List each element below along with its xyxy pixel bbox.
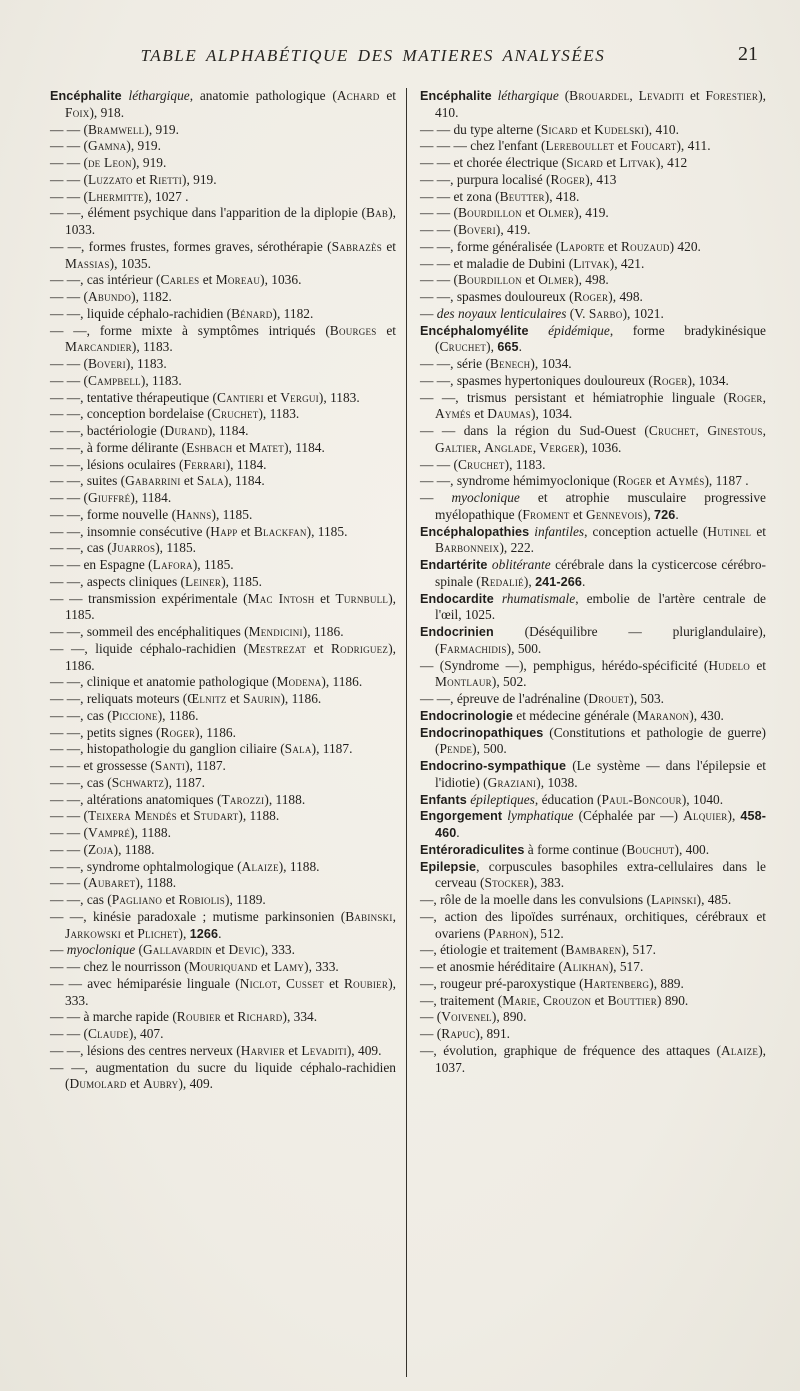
index-entry: — des noyaux lenticulaires (V. Sarbo), 1021.: [420, 305, 664, 321]
author-name: Forestier: [705, 88, 759, 103]
bold-text: Engorgement: [420, 809, 503, 824]
author-name: Cantieri: [216, 389, 264, 405]
index-entry: — (Voivenel), 890.: [420, 1009, 527, 1025]
index-entry: — — (Bramwell), 919.: [50, 121, 179, 137]
bold-text: Endocrino-sympathique: [420, 759, 567, 773]
author-name: Stocker: [484, 875, 530, 891]
index-entry: — — (Boveri), 1183.: [50, 356, 167, 371]
index-entry: — —, épreuve de l'adrénaline (Drouet), 503.: [420, 691, 664, 706]
author-name: Levaditi: [301, 1042, 347, 1058]
author-name: Benech: [489, 356, 531, 371]
author-name: Abundo: [87, 289, 132, 304]
index-entry: — — (Vampré), 1188.: [50, 825, 171, 840]
index-entry: Enfants épileptiques, éducation (Paul-Boncour), 1040.: [420, 791, 724, 807]
author-name: Rodriguez: [331, 640, 389, 656]
index-entry: — —, kinésie paradoxale ; mutisme parkinsonien (Babinski, Jarkowski et Plichet), 1266.: [50, 908, 396, 941]
author-name: Crouzon: [543, 992, 592, 1008]
author-name: Aubry: [143, 1076, 179, 1092]
index-entry: — — (Lhermitte), 1027 .: [50, 188, 189, 204]
index-entry: — — en Espagne (Lafora), 1185.: [50, 557, 234, 572]
bold-text: 241-266: [535, 574, 582, 589]
page-number: 21: [738, 43, 758, 65]
index-entry: — —, altérations anatomiques (Tarozzi), 1188.: [50, 791, 306, 807]
author-name: Blackfan: [253, 523, 307, 539]
author-name: Olmer: [538, 272, 575, 288]
author-name: Roger: [727, 389, 763, 405]
bold-text: Encéphalite: [420, 89, 492, 103]
index-entry: — — (Teixera Mendés et Studart), 1188.: [50, 808, 280, 824]
index-entry: — — et grossesse (Santi), 1187.: [50, 758, 226, 773]
author-name: Ferrari: [183, 456, 226, 472]
author-name: Achard: [336, 88, 380, 103]
author-name: Bourges: [329, 322, 377, 338]
index-entry: — —, suites (Gabarrini et Sala), 1184.: [50, 473, 265, 489]
author-name: Sabrazès: [331, 238, 383, 254]
index-entry: — — du type alterne (Sicard et Kudelski), 410.: [420, 121, 679, 137]
italic-text: léthargique: [128, 88, 190, 103]
author-name: Froment: [522, 506, 570, 522]
index-entry: — — (Claude), 407.: [50, 1026, 164, 1041]
index-entry: Endartérite oblitérante cérébrale dans la cysticercose cérébro-spinale (Redalié), 241-266.: [420, 557, 766, 589]
page-title: TABLE ALPHABÉTIQUE DES MATIERES ANALYSÉES: [140, 46, 606, 65]
author-name: Massias: [65, 255, 110, 271]
author-name: Plichet: [137, 925, 179, 941]
index-entry: — —, reliquats moteurs (Œlnitz et Saurin), 1186.: [50, 691, 322, 706]
author-name: Parhon: [488, 925, 530, 941]
italic-text: myoclonique: [66, 942, 136, 958]
author-name: Dumolard: [69, 1076, 127, 1092]
index-entry: —, traitement (Marie, Crouzon et Bouttier) 890.: [420, 992, 689, 1008]
author-name: Sala: [284, 741, 312, 757]
author-name: Marcandier: [65, 339, 132, 355]
author-name: Claude: [87, 1026, 129, 1041]
author-name: Bouchut: [626, 841, 675, 857]
author-name: Alquier: [683, 808, 728, 824]
author-name: Hartenberg: [583, 975, 650, 991]
index-entry: — — (Campbell), 1183.: [50, 372, 182, 388]
author-name: Harvier: [240, 1042, 285, 1058]
italic-text: des noyaux lenticulaires: [436, 305, 567, 321]
index-entry: —, rougeur pré-paroxystique (Hartenberg), 889.: [420, 975, 684, 991]
author-name: Tarozzi: [221, 791, 265, 807]
index-entry: — —, petits signes (Roger), 1186.: [50, 724, 236, 740]
index-entry: — —, syndrome ophtalmologique (Alaize), 1188.: [50, 858, 320, 874]
author-name: Roubier: [176, 1009, 221, 1025]
index-entry: Endocrino-sympathique (Le système — dans l'épilepsie et l'idiotie) (Graziani), 1038.: [420, 758, 766, 790]
page-header: [60, 43, 764, 74]
author-name: Alaize: [721, 1042, 759, 1058]
italic-text: lymphatique: [507, 808, 574, 824]
author-name: Olmer: [538, 205, 575, 221]
author-name: Sicard: [566, 155, 604, 170]
index-entry: Endocrinopathiques (Constitutions et pathologie de guerre) (Pende), 500.: [420, 724, 766, 757]
bold-text: Encéphalite: [50, 89, 122, 103]
author-name: Teixera Mendés: [87, 808, 177, 824]
bold-text: Enfants: [420, 792, 467, 807]
index-entry: — — chez le nourrisson (Mouriquand et Lamy), 333.: [50, 959, 339, 974]
index-entry: — —, liquide céphalo-rachidien (Bénard), 1182.: [50, 305, 314, 321]
author-name: Beutter: [499, 188, 545, 204]
author-name: Juarros: [111, 540, 156, 556]
author-name: Matet: [248, 439, 285, 455]
author-name: Daumas: [487, 406, 531, 422]
author-name: Lhermitte: [87, 188, 144, 204]
author-name: Anglade: [484, 439, 533, 455]
author-name: Lapinski: [650, 892, 697, 907]
author-name: Paul-Boncour: [601, 791, 682, 807]
author-name: Foucart: [630, 138, 677, 154]
author-name: Campbell: [87, 372, 141, 388]
index-entry: — —, cas (Pagliano et Robiolis), 1189.: [50, 892, 266, 907]
index-entry: — myoclonique (Gallavardin et Devic), 333.: [50, 942, 295, 958]
author-name: Bénard: [231, 305, 273, 321]
author-name: Marie: [502, 992, 537, 1008]
author-name: Bourdillon: [457, 205, 522, 221]
index-entry: — —, lésions des centres nerveux (Harvier et Levaditi), 409.: [50, 1042, 382, 1058]
author-name: Roger: [617, 473, 653, 489]
bold-text: Endartérite: [420, 558, 488, 572]
author-name: Mouriquand: [188, 959, 258, 974]
author-name: Barbonneix: [435, 540, 500, 556]
author-name: Boveri: [457, 222, 496, 237]
author-name: Devic: [228, 942, 261, 958]
author-name: Lafora: [152, 557, 193, 572]
italic-text: épileptiques: [470, 791, 535, 807]
author-name: Bourdillon: [457, 272, 522, 288]
index-entry: — — (Abundo), 1182.: [50, 289, 172, 304]
index-entry: — —, conception bordelaise (Cruchet), 1183.: [50, 406, 300, 422]
author-name: Aubaret: [87, 875, 136, 891]
index-entry: — —, augmentation du sucre du liquide céphalo-rachidien (Dumolard et Aubry), 409.: [50, 1059, 396, 1092]
author-name: Cruchet: [648, 423, 696, 438]
index-entry: — —, élément psychique dans l'apparition de la diplopie (Bab), 1033.: [50, 205, 396, 237]
index-body: [50, 88, 766, 1377]
index-entry: Endocardite rhumatismale, embolie de l'artère centrale de l'œil, 1025.: [420, 590, 766, 623]
author-name: Leiner: [185, 573, 222, 589]
author-name: Niclot: [239, 975, 278, 991]
index-entry: — et anosmie héréditaire (Alikhan), 517.: [420, 959, 644, 974]
author-name: Cusset: [285, 975, 324, 991]
index-entry: — —, syndrome hémimyoclonique (Roger et Aymés), 1187 .: [420, 473, 749, 489]
author-name: Galtier: [435, 439, 478, 455]
index-entry: Encéphalite léthargique (Brouardel, Levaditi et Forestier), 410.: [420, 88, 766, 120]
author-name: Levaditi: [638, 88, 685, 103]
index-entry: —, évolution, graphique de fréquence des attaques (Alaize), 1037.: [420, 1042, 766, 1075]
author-name: Piccione: [111, 707, 158, 723]
author-name: Gennevois: [585, 506, 643, 522]
author-name: Litvak: [619, 155, 656, 170]
index-entry: — (Rapuc), 891.: [420, 1026, 510, 1041]
index-entry: — — (de Leon), 919.: [50, 155, 167, 170]
index-entry: Engorgement lymphatique (Céphalée par —) Alquier), 458-460.: [420, 808, 766, 840]
author-name: Zoja: [87, 841, 114, 857]
author-name: Bambaren: [565, 942, 622, 958]
index-entry: Endocrinologie et médecine générale (Maranon), 430.: [420, 707, 724, 723]
author-name: Aymés: [668, 473, 705, 489]
index-entry: — — et zona (Beutter), 418.: [420, 188, 580, 204]
author-name: Roger: [160, 724, 196, 740]
index-entry: — —, clinique et anatomie pathologique (Modena), 1186.: [50, 674, 363, 690]
author-name: Babinski: [345, 908, 393, 924]
index-entry: Encéphalopathies infantiles, conception actuelle (Hutinel et Barbonneix), 222.: [420, 523, 766, 556]
author-name: Bouttier: [607, 992, 658, 1008]
author-name: Hanns: [176, 506, 212, 522]
author-name: Rietti: [149, 171, 182, 187]
author-name: Bramwell: [87, 121, 145, 137]
index-entry: — —, aspects cliniques (Leiner), 1185.: [50, 573, 262, 589]
author-name: Mendicini: [248, 624, 303, 639]
index-entry: — — (Luzzato et Rietti), 919.: [50, 171, 217, 187]
author-name: Cruchet: [439, 339, 487, 355]
author-name: Alaize: [241, 858, 279, 874]
author-name: Saurin: [243, 691, 281, 706]
author-name: Santi: [154, 758, 186, 773]
author-name: Happ: [210, 523, 238, 539]
index-entry: — — (Bourdillon et Olmer), 419.: [420, 205, 609, 221]
index-entry: — —, cas (Piccione), 1186.: [50, 707, 199, 723]
index-entry: — —, formes frustes, formes graves, sérothérapie (Sabrazès et Massias), 1035.: [50, 238, 396, 271]
author-name: Voivenel: [441, 1009, 492, 1025]
bold-text: 1266: [189, 926, 219, 941]
index-entry: — — (Bourdillon et Olmer), 498.: [420, 272, 609, 288]
index-entry: Epilepsie, corpuscules basophiles extra-cellulaires dans le cerveau (Stocker), 383.: [420, 858, 766, 891]
index-entry: — — et maladie de Dubini (Litvak), 421.: [420, 255, 645, 271]
author-name: Farmachidis: [439, 640, 507, 656]
author-name: Brouardel: [569, 88, 630, 103]
index-entry: — —, série (Benech), 1034.: [420, 356, 572, 371]
author-name: Sala: [196, 473, 224, 489]
author-name: Hudelo: [708, 657, 750, 673]
index-entry: — — — chez l'enfant (Lereboullet et Foucart), 411.: [420, 138, 711, 154]
author-name: Pende: [439, 741, 473, 757]
author-name: Moreau: [215, 272, 261, 288]
index-entry: — — (Aubaret), 1188.: [50, 875, 177, 891]
index-entry: — —, forme nouvelle (Hanns), 1185.: [50, 506, 253, 522]
column-right: [407, 88, 766, 1377]
index-entry: — —, forme généralisée (Laporte et Rouzaud) 420.: [420, 238, 701, 254]
index-entry: — — dans la région du Sud-Ouest (Cruchet, Ginestous, Galtier, Anglade, Verger), 1036.: [420, 423, 766, 455]
author-name: Lamy: [273, 959, 305, 974]
author-name: Richard: [237, 1009, 283, 1025]
author-name: Laporte: [560, 238, 605, 254]
author-name: Studart: [193, 808, 239, 824]
author-name: de Leon: [87, 155, 132, 170]
author-name: Luzzato: [87, 171, 133, 187]
index-entry: —, rôle de la moelle dans les convulsions (Lapinski), 485.: [420, 892, 732, 907]
author-name: Lereboullet: [545, 138, 615, 154]
index-entry: Encéphalomyélite épidémique, forme bradykinésique (Cruchet), 665.: [420, 322, 766, 355]
index-entry: — —, cas (Schwartz), 1187.: [50, 774, 205, 790]
italic-text: épidémique: [548, 322, 610, 338]
author-name: Mestrezat: [248, 640, 307, 656]
index-entry: — —, sommeil des encéphalitiques (Mendicini), 1186.: [50, 624, 344, 639]
index-entry: — —, lésions oculaires (Ferrari), 1184.: [50, 456, 267, 472]
index-entry: Entéroradiculites à forme continue (Bouchut), 400.: [420, 841, 710, 857]
author-name: Schwartz: [111, 774, 165, 790]
index-entry: — —, spasmes hypertoniques douloureux (Roger), 1034.: [420, 372, 729, 388]
index-entry: —, action des lipoïdes surrénaux, orchitiques, cérébraux et ovariens (Parhon), 512.: [420, 908, 766, 941]
author-name: Cruchet: [211, 406, 259, 422]
author-name: Kudelski: [594, 121, 645, 137]
author-name: Robiolis: [178, 892, 225, 907]
author-name: Maranon: [637, 707, 690, 723]
author-name: Boveri: [87, 356, 126, 371]
index-entry: — — (Cruchet), 1183.: [420, 456, 546, 472]
author-name: Giuffré: [87, 490, 131, 505]
index-entry: — —, liquide céphalo-rachidien (Mestrezat et Rodriguez), 1186.: [50, 640, 396, 673]
author-name: Drouet: [588, 691, 630, 706]
index-entry: — —, insomnie consécutive (Happ et Blackfan), 1185.: [50, 523, 348, 539]
author-name: Œlnitz: [187, 691, 227, 706]
author-name: Bab: [366, 205, 389, 221]
author-name: Jarkowski: [65, 925, 121, 941]
author-name: Vergui: [280, 389, 319, 405]
author-name: Roger: [550, 171, 586, 187]
bold-text: Epilepsie: [420, 859, 477, 874]
index-entry: — —, cas intérieur (Carles et Moreau), 1036.: [50, 272, 302, 288]
bold-text: 458-460: [435, 809, 766, 840]
index-entry: — — avec hémiparésie linguale (Niclot, Cusset et Roubier), 333.: [50, 975, 396, 1008]
italic-text: oblitérante: [491, 557, 551, 572]
bold-text: 665: [497, 340, 519, 355]
author-name: Rapuc: [441, 1026, 476, 1041]
author-name: Aymés: [435, 406, 471, 422]
index-entry: — — à marche rapide (Roubier et Richard), 334.: [50, 1009, 318, 1025]
italic-text: myoclonique: [451, 490, 520, 505]
index-entry: — —, spasmes douloureux (Roger), 498.: [420, 289, 643, 304]
index-entry: Encéphalite léthargique, anatomie pathologique (Achard et Foix), 918.: [50, 88, 397, 120]
italic-text: rhumatismale: [501, 590, 576, 606]
index-entry: — —, forme mixte à symptômes intriqués (Bourges et Marcandier), 1183.: [50, 322, 396, 355]
index-entry: — —, trismus persistant et hémiatrophie linguale (Roger, Aymés et Daumas), 1034.: [420, 389, 766, 422]
index-entry: — — (Zoja), 1188.: [50, 841, 155, 857]
bold-text: 726: [654, 507, 676, 522]
index-entry: —, étiologie et traitement (Bambaren), 517.: [420, 942, 656, 958]
index-entry: — —, tentative thérapeutique (Cantieri et Vergui), 1183.: [50, 389, 360, 405]
bold-text: Endocardite: [420, 591, 494, 606]
index-entry: — —, cas (Juarros), 1185.: [50, 540, 197, 556]
index-entry: — — (Giuffré), 1184.: [50, 490, 172, 505]
bold-text: Endocrinologie: [420, 708, 513, 723]
bold-text: Entéroradiculites: [420, 842, 525, 857]
author-name: Roger: [573, 289, 609, 304]
author-name: Foix: [65, 104, 90, 120]
index-entry: Endocrinien (Déséquilibre — pluriglandulaire), (Farmachidis), 500.: [420, 624, 766, 656]
index-entry: — —, purpura localisé (Roger), 413: [420, 171, 617, 187]
author-name: Verger: [539, 439, 581, 455]
index-entry: — (Syndrome —), pemphigus, hérédo-spécificité (Hudelo et Montlaur), 502.: [420, 657, 766, 690]
bold-text: Encéphalomyélite: [420, 323, 529, 338]
index-entry: — myoclonique et atrophie musculaire progressive myélopathique (Froment et Gennevois), 726.: [420, 490, 767, 522]
author-name: Roger: [652, 372, 688, 388]
author-name: Redalié: [480, 573, 524, 589]
author-name: Vampré: [87, 825, 131, 840]
bold-text: Endocrinopathiques: [420, 725, 544, 740]
author-name: Graziani: [487, 774, 537, 790]
author-name: Durand: [164, 423, 208, 438]
column-left: [50, 88, 406, 1377]
index-entry: — — transmission expérimentale (Mac Intosh et Turnbull), 1185.: [50, 590, 396, 623]
author-name: Litvak: [573, 255, 610, 271]
author-name: Alikhan: [562, 959, 609, 974]
author-name: Cruchet: [457, 456, 505, 472]
index-entry: — — (Boveri), 419.: [420, 222, 531, 237]
author-name: Roubier: [344, 975, 389, 991]
index-entry: — —, histopathologie du ganglion ciliaire (Sala), 1187.: [50, 741, 353, 757]
author-name: Hutinel: [707, 523, 752, 539]
author-name: Turnbull: [335, 590, 389, 606]
author-name: Pagliano: [111, 892, 163, 907]
author-name: Rouzaud: [620, 238, 670, 254]
index-entry: — — (Gamna), 919.: [50, 138, 161, 154]
author-name: Sarbo: [588, 305, 623, 321]
author-name: Eshbach: [186, 439, 233, 455]
author-name: Gamna: [87, 138, 127, 154]
bold-text: Encéphalopathies: [420, 524, 530, 539]
author-name: Carles: [160, 272, 200, 288]
index-entry: — — et chorée électrique (Sicard et Litvak), 412: [420, 155, 688, 170]
author-name: Montlaur: [435, 674, 492, 690]
author-name: Gabarrini: [125, 473, 181, 489]
index-entry: — —, bactériologie (Durand), 1184.: [50, 423, 249, 438]
bold-text: Endocrinien: [420, 625, 494, 639]
author-name: Sicard: [540, 121, 578, 137]
author-name: Modena: [276, 674, 322, 690]
italic-text: léthargique: [497, 88, 559, 103]
index-entry: — —, à forme délirante (Eshbach et Matet), 1184.: [50, 439, 325, 455]
author-name: Gallavardin: [142, 942, 213, 958]
author-name: Mac Intosh: [247, 590, 315, 606]
author-name: Ginestous: [707, 423, 763, 438]
italic-text: infantiles: [534, 523, 585, 539]
